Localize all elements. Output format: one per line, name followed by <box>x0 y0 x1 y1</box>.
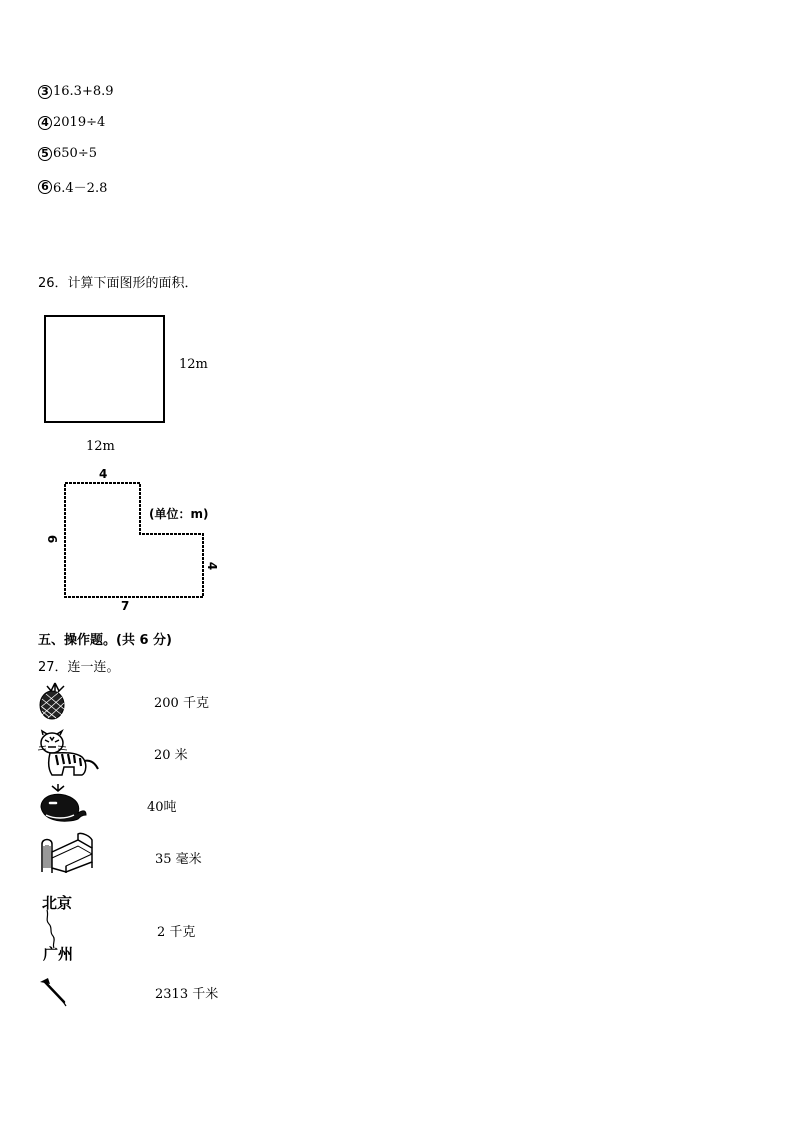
l-shape-unit-label: (单位：m) <box>149 507 209 521</box>
l-shape-top-label: 4 <box>99 467 108 481</box>
equation-3 <box>38 84 114 99</box>
bed-icon <box>38 832 96 874</box>
equation-6 <box>38 177 107 196</box>
match-value-6: 2313 千米 <box>155 987 219 1002</box>
l-shape-left-label: 6 <box>45 534 60 544</box>
match-value-2: 20 米 <box>154 748 188 763</box>
nail-icon <box>40 978 70 1008</box>
square-bottom-label: 12m <box>86 439 115 454</box>
tiger-icon <box>38 731 100 779</box>
whale-icon <box>38 783 88 825</box>
match-value-1: 200 千克 <box>154 696 209 711</box>
match-value-4: 35 毫米 <box>155 852 202 867</box>
equation-text: 6.4－2.8 <box>53 181 108 196</box>
circled-number: 4 <box>38 116 52 130</box>
route-map-icon <box>40 892 80 964</box>
square-side-label: 12m <box>179 357 208 372</box>
map-top-label: 北京 <box>42 894 73 912</box>
square-figure <box>44 315 165 423</box>
question-27-title: 27．连一连。 <box>38 660 120 675</box>
l-shape-bottom-label: 7 <box>121 599 130 613</box>
l-shape-right-label: 4 <box>205 561 220 571</box>
section-5-title: 五、操作题。(共 6 分) <box>38 633 172 648</box>
match-value-3: 40吨 <box>147 800 177 815</box>
equation-text: 2019÷4 <box>53 115 106 130</box>
map-bottom-label: 广州 <box>43 945 74 963</box>
circled-number: 6 <box>38 180 52 194</box>
pineapple-icon <box>37 681 73 721</box>
circled-number: 3 <box>38 85 52 99</box>
l-shape-figure <box>40 470 260 610</box>
question-26-title: 26．计算下面图形的面积． <box>38 276 198 291</box>
circled-number: 5 <box>38 147 52 161</box>
equation-text: 16.3+8.9 <box>53 84 114 99</box>
equation-4 <box>38 115 105 130</box>
equation-5 <box>38 146 97 161</box>
match-value-5: 2 千克 <box>157 925 196 940</box>
equation-text: 650÷5 <box>53 146 97 161</box>
